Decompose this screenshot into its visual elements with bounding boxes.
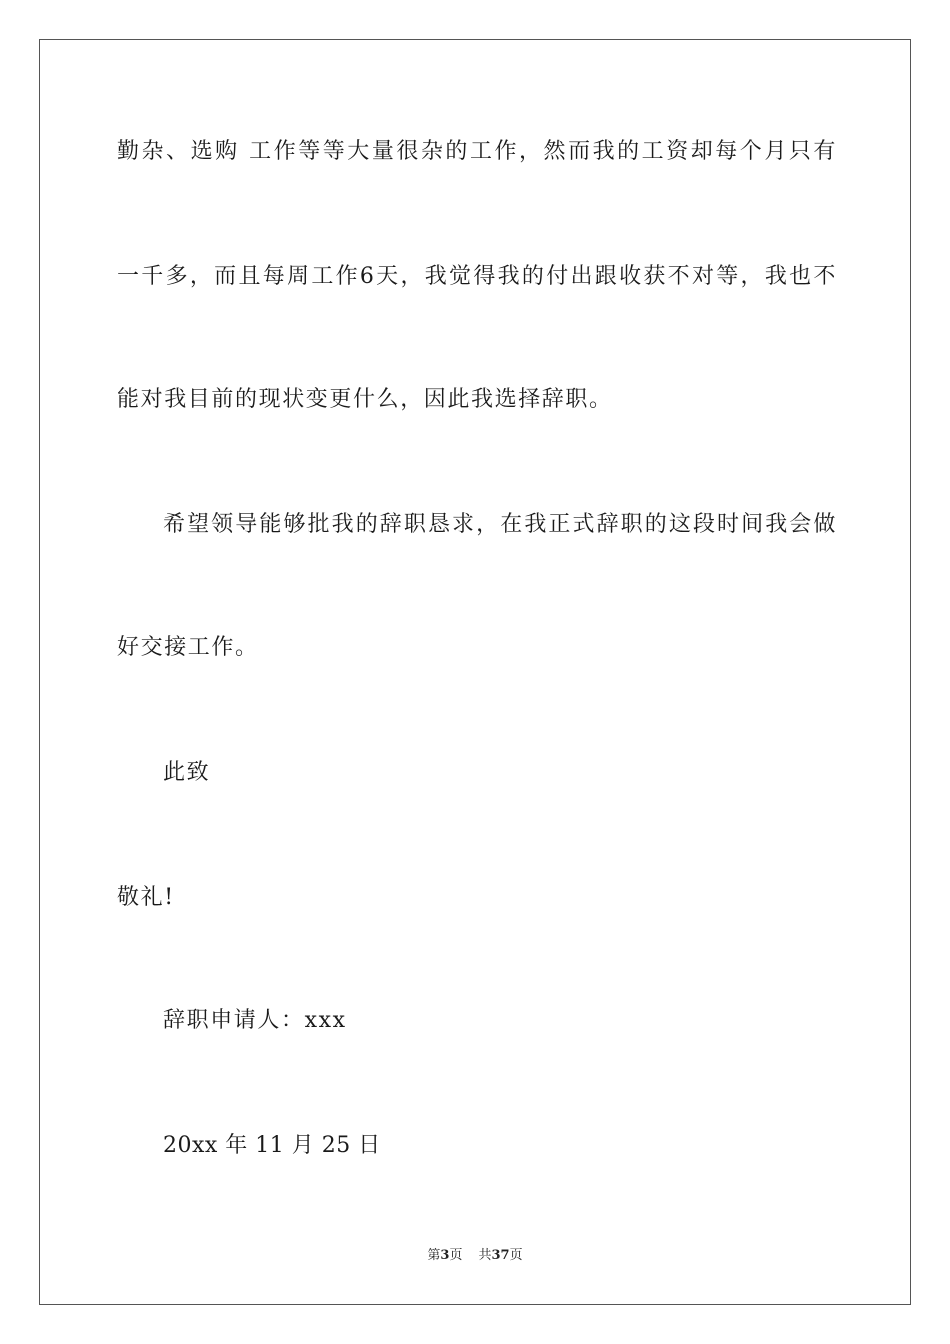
footer-total-pages: 37 [491,1248,510,1263]
footer-page-number: 3 [440,1248,450,1263]
closing-greeting: 此致 [163,760,211,785]
letter-date: 20xx 年 11 月 25 日 [163,1133,381,1158]
footer-total-prefix: 共 [478,1248,492,1263]
footer-page-prefix: 第 [427,1248,441,1263]
page-footer [0,1247,950,1265]
body-line-1: 勤杂、选购 工作等等大量很杂的工作，然而我的工资却每个月只有 [117,139,837,164]
body-line-3: 能对我目前的现状变更什么，因此我选择辞职。 [117,387,613,412]
body-line-4: 希望领导能够批我的辞职恳求，在我正式辞职的这段时间我会做 [163,512,837,537]
closing-salute: 敬礼! [117,885,175,910]
footer-total-suffix: 页 [509,1248,523,1263]
body-line-2: 一千多，而且每周工作6天，我觉得我的付出跟收获不对等，我也不 [117,264,837,289]
footer-page-suffix: 页 [449,1248,463,1263]
applicant-signature: 辞职申请人：xxx [163,1008,347,1033]
body-line-5: 好交接工作。 [117,635,259,660]
page-border [39,39,911,1305]
